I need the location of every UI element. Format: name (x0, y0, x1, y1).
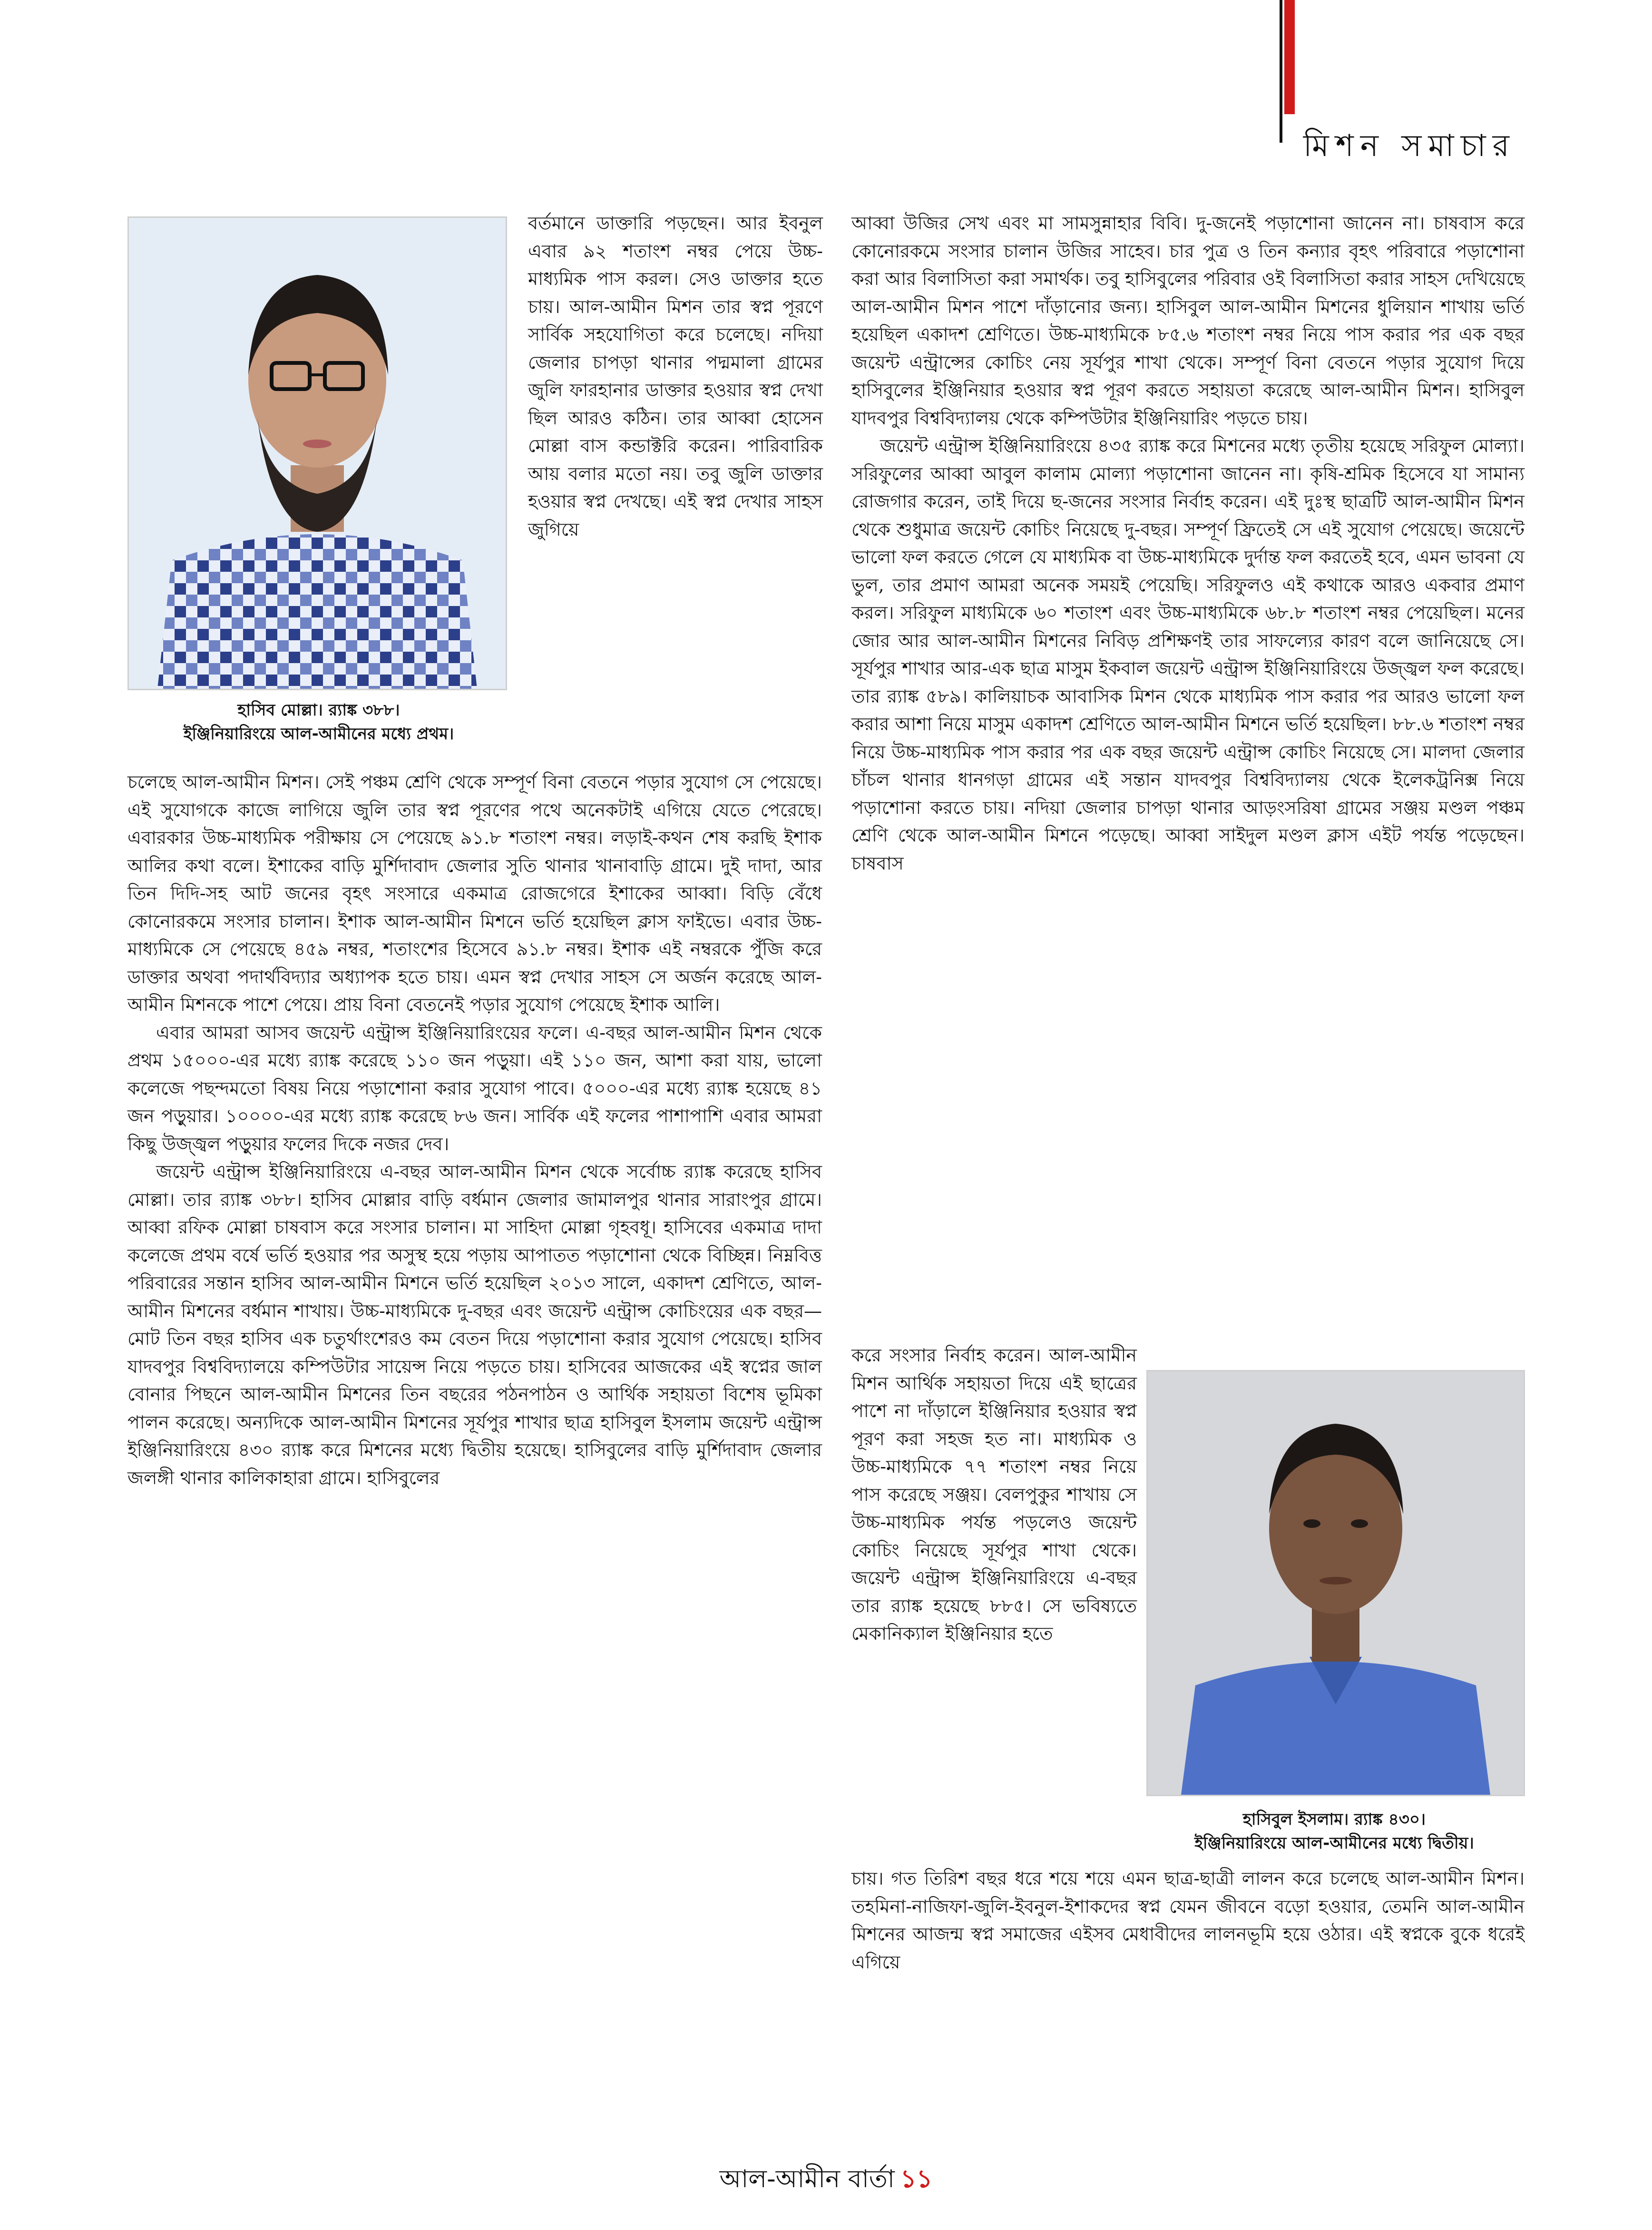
page-number: ১১ (900, 2165, 933, 2193)
paragraph: আব্বা উজির সেখ এবং মা সামসুন্নাহার বিবি। দু-জনেই পড়াশোনা জানেন না। চাষবাস করে কোনোরকমে সংসার চালান উজির সাহেব। চার পুত্র ও তিন কন্যার বৃহৎ পরিবারে পড়াশোনা করা আর বিলাসিতা করা সমার্থক। তবু হাসিবুলের পরিবার ওই বিলাসিতা করার সাহস দেখিয়েছে আল-আমীন মিশন পাশে দাঁড়ানোর জন্য। হাসিবুল আল-আমীন মিশনের ধুলিয়ান শাখায় ভর্তি হয়েছিল একাদশ শ্রেণিতে। উচ্চ-মাধ্যমিকে ৮৫.৬ শতাংশ নম্বর নিয়ে পাস করার পর এক বছর জয়েন্ট এন্ট্রান্সের কোচিং নেয় সূর্যপুর শাখা থেকে। সম্পূর্ণ বিনা বেতনে পড়ার সুযোগ দিয়ে হাসিবুলের ইঞ্জিনিয়ার হওয়ার স্বপ্ন পূরণ করতে সহায়তা করেছে আল-আমীন মিশন। হাসিবুল যাদবপুর বিশ্ববিদ্যালয় থেকে কম্পিউটার ইঞ্জিনিয়ারিং পড়তে চায়। (851, 213, 1525, 429)
paragraph: জয়েন্ট এন্ট্রান্স ইঞ্জিনিয়ারিংয়ে এ-বছর আল-আমীন মিশন থেকে সর্বোচ্চ র‍্যাঙ্ক করেছে হাসিব মোল্লা। তার র‍্যাঙ্ক ৩৮৮। হাসিব মোল্লার বাড়ি বর্ধমান জেলার জামালপুর থানার সারাংপুর গ্রামে। আব্বা রফিক মোল্লা চাষবাস করে সংসার চালান। মা সাহিদা মোল্লা গৃহবধূ। হাসিবের একমাত্র দাদা কলেজে প্রথম বর্ষে ভর্তি হওয়ার পর অসুস্থ হয়ে পড়ায় আপাতত পড়াশোনা থেকে বিচ্ছিন্ন। নিম্নবিত্ত পরিবারের সন্তান হাসিব আল-আমীন মিশনে ভর্তি হয়েছিল ২০১৩ সালে, একাদশ শ্রেণিতে, আল-আমীন মিশনের বর্ধমান শাখায়। উচ্চ-মাধ্যমিকে দু-বছর এবং জয়েন্ট এন্ট্রান্স কোচিংয়ের এক বছর— মোট তিন বছর হাসিব এক চতুর্থাংশেরও কম বেতন দিয়ে পড়াশোনা করার সুযোগ পেয়েছে। হাসিব যাদবপুর বিশ্ববিদ্যালয়ে কম্পিউটার সায়েন্স নিয়ে পড়তে চায়। হাসিবের আজকের এই স্বপ্নের জাল বোনার পিছনে আল-আমীন মিশনের তিন বছরের পঠনপাঠন ও আর্থিক সহায়তা বিশেষ ভূমিকা পালন করেছে। অন্যদিকে আল-আমীন মিশনের সূর্যপুর শাখার ছাত্র হাসিবুল ইসলাম জয়েন্ট এন্ট্রান্স ইঞ্জিনিয়ারিংয়ে ৪৩০ র‍্যাঙ্ক করে মিশনের মধ্যে দ্বিতীয় হয়েছে। হাসিবুলের বাড়ি মুর্শিদাবাদ জেলার জলঙ্গী থানার কালিকাহারা গ্রামে। হাসিবুলের (127, 1161, 822, 1488)
article-column-1-top (528, 209, 823, 543)
paragraph: এবার আমরা আসব জয়েন্ট এন্ট্রান্স ইঞ্জিনিয়ারিংয়ের ফলে। এ-বছর আল-আমীন মিশন থেকে প্রথম ১৫০০০-এর মধ্যে র‍্যাঙ্ক করেছে ১১০ জন পড়ুয়া। এই ১১০ জন, আশা করা যায়, ভালো কলেজে পছন্দমতো বিষয় নিয়ে পড়াশোনা করার সুযোগ পাবে। ৫০০০-এর মধ্যে র‍্যাঙ্ক হয়েছে ৪১ জন পড়ুয়ার। ১০০০০-এর মধ্যে র‍্যাঙ্ক করেছে ৮৬ জন। সার্বিক এই ফলের পাশাপাশি এবার আমরা কিছু উজ্জ্বল পড়ুয়ার ফলের দিকে নজর দেব। (127, 1022, 822, 1154)
article-column-2-beside-photo (851, 1341, 1137, 1648)
header-rule-black (1280, 0, 1282, 143)
page-footer (0, 2160, 1652, 2201)
header-rule-red (1284, 0, 1295, 114)
article-column-2-bottom (851, 1865, 1525, 1976)
caption-line: ইঞ্জিনিয়ারিংয়ে আল-আমীনের মধ্যে প্রথম। (183, 724, 454, 743)
section-title: মিশন সমাচার (1303, 128, 1516, 164)
portrait-illustration (1148, 1371, 1524, 1795)
photo-hasib-molla (127, 216, 507, 690)
paragraph: চলেছে আল-আমীন মিশন। সেই পঞ্চম শ্রেণি থেকে সম্পূর্ণ বিনা বেতনে পড়ার সুযোগ সে পেয়েছে। এই সুযোগকে কাজে লাগিয়ে জুলি তার স্বপ্ন পূরণের পথে অনেকটাই এগিয়ে যেতে পেরেছে। এবারকার উচ্চ-মাধ্যমিক পরীক্ষায় সে পেয়েছে ৯১.৮ শতাংশ নম্বর। লড়াই-কথন শেষ করছি ইশাক আলির কথা বলে। ইশাকের বাড়ি মুর্শিদাবাদ জেলার সুতি থানার খানাবাড়ি গ্রামে। দুই দাদা, আর তিন দিদি-সহ আট জনের বৃহৎ সংসারে একমাত্র রোজগেরে ইশাকের আব্বা। বিড়ি বেঁধে কোনোরকমে সংসার চালান। ইশাক আল-আমীন মিশনে ভর্তি হয়েছিল ক্লাস ফাইভে। এবার উচ্চ-মাধ্যমিকে সে পেয়েছে ৪৫৯ নম্বর, শতাংশের হিসেবে ৯১.৮ নম্বর। ইশাক এই নম্বরকে পুঁজি করে ডাক্তার অথবা পদার্থবিদ্যার অধ্যাপক হতে চায়। এমন স্বপ্ন দেখার সাহস সে অর্জন করেছে আল-আমীন মিশনকে পাশে পেয়ে। প্রায় বিনা বেতনেই পড়ার সুযোগ পেয়েছে ইশাক আলি। (127, 772, 822, 1015)
paragraph: বর্তমানে ডাক্তারি পড়ছেন। আর ইবনুল এবার ৯২ শতাংশ নম্বর পেয়ে উচ্চ-মাধ্যমিক পাস করল। সেও ডাক্তার হতে চায়। আল-আমীন মিশন তার স্বপ্ন পূরণে সার্বিক সহযোগিতা করে চলেছে। নদিয়া জেলার চাপড়া থানার পদ্মমালা গ্রামের জুলি ফারহানার ডাক্তার হওয়ার স্বপ্ন দেখা ছিল আরও কঠিন। তার আব্বা হোসেন মোল্লা বাস কন্ডাক্টরি করেন। পারিবারিক আয় বলার মতো নয়। তবু জুলি ডাক্তার হওয়ার স্বপ্ন দেখছে। এই স্বপ্ন দেখার সাহস জুগিয়ে (528, 213, 823, 540)
paragraph: জয়েন্ট এন্ট্রান্স ইঞ্জিনিয়ারিংয়ে ৪৩৫ র‍্যাঙ্ক করে মিশনের মধ্যে তৃতীয় হয়েছে সরিফুল মোল্যা। সরিফুলের আব্বা আবুল কালাম মোল্যা পড়াশোনা জানেন না। কৃষি-শ্রমিক হিসেবে যা সামান্য রোজগার করেন, তাই দিয়ে ছ-জনের সংসার নির্বাহ করেন। এই দুঃস্থ ছাত্রটি আল-আমীন মিশন থেকে শুধুমাত্র জয়েন্ট কোচিং নিয়েছে দু-বছর। সম্পূর্ণ ফ্রিতেই সে এই সুযোগ পেয়েছে। জয়েন্টে ভালো ফল করতে গেলে যে মাধ্যমিক বা উচ্চ-মাধ্যমিকে দুর্দান্ত ফল করতেই হবে, এমন ভাবনা যে ভুল, তার প্রমাণ আমরা অনেক সময়ই পেয়েছি। সরিফুলও এই কথাকে আরও একবার প্রমাণ করল। সরিফুল মাধ্যমিকে ৬০ শতাংশ এবং উচ্চ-মাধ্যমিকে ৬৮.৮ শতাংশ নম্বর পেয়েছিল। মনের জোর আর আল-আমীন মিশনের নিবিড় প্রশিক্ষণই তার সাফল্যের কারণ বলে জানিয়েছে সে। সূর্যপুর শাখার আর-এক ছাত্র মাসুম ইকবাল জয়েন্ট এন্ট্রান্স ইঞ্জিনিয়ারিংয়ে উজ্জ্বল ফল করেছে। তার র‍্যাঙ্ক ৫৮৯। কালিয়াচক আবাসিক মিশন থেকে মাধ্যমিক পাস করার পর আরও ভালো ফল করার আশা নিয়ে মাসুম একাদশ শ্রেণিতে আল-আমীন মিশনে ভর্তি হয়েছিল। ৮৮.৬ শতাংশ নম্বর নিয়ে উচ্চ-মাধ্যমিক পাস করার পর এক বছর জয়েন্ট এন্ট্রান্স কোচিং নিয়েছে সে। মালদা জেলার চাঁচল থানার ধানগড়া গ্রামের এই সন্তান যাদবপুর বিশ্ববিদ্যালয় থেকে ইলেকট্রনিক্স নিয়ে পড়াশোনা করতে চায়। নদিয়া জেলার চাপড়া থানার আড়ংসরিষা গ্রামের সঞ্জয় মণ্ডল পঞ্চম শ্রেণি থেকে আল-আমীন মিশনে পড়েছে। আব্বা সাইদুল মণ্ডল ক্লাস এইট পর্যন্ত পড়েছেন। চাষবাস (851, 435, 1525, 874)
publication-name: আল-আমীন বার্তা (719, 2165, 895, 2193)
photo-caption (109, 698, 528, 746)
photo-caption (1113, 1808, 1555, 1855)
caption-line: হাসিব মোল্লা। র‍্যাঙ্ক ৩৮৮। (237, 701, 400, 720)
photo-hasibul-islam (1146, 1370, 1525, 1796)
caption-line: হাসিবুল ইসলাম। র‍্যাঙ্ক ৪৩০। (1242, 1810, 1426, 1829)
article-column-2 (851, 209, 1525, 877)
article-column-1 (127, 768, 822, 1492)
portrait-illustration (129, 218, 506, 689)
caption-line: ইঞ্জিনিয়ারিংয়ে আল-আমীনের মধ্যে দ্বিতীয়। (1194, 1834, 1474, 1853)
paragraph: চায়। গত তিরিশ বছর ধরে শয়ে শয়ে এমন ছাত্র-ছাত্রী লালন করে চলেছে আল-আমীন মিশন। তহমিনা-নাজিফা-জুলি-ইবনুল-ইশাকদের স্বপ্ন যেমন জীবনে বড়ো হওয়ার, তেমনি আল-আমীন মিশনের আজন্ম স্বপ্ন সমাজের এইসব মেধাবীদের লালনভূমি হয়ে ওঠার। এই স্বপ্নকে বুকে ধরেই এগিয়ে (851, 1868, 1525, 1973)
paragraph: করে সংসার নির্বাহ করেন। আল-আমীন মিশন আর্থিক সহায়তা দিয়ে এই ছাত্রের পাশে না দাঁড়ালে ইঞ্জিনিয়ার হওয়ার স্বপ্ন পূরণ করা সহজ হত না। মাধ্যমিক ও উচ্চ-মাধ্যমিকে ৭৭ শতাংশ নম্বর নিয়ে পাস করেছে সঞ্জয়। বেলপুকুর শাখায় সে উচ্চ-মাধ্যমিক পর্যন্ত পড়লেও জয়েন্ট কোচিং নিয়েছে সূর্যপুর শাখা থেকে। জয়েন্ট এন্ট্রান্স ইঞ্জিনিয়ারিংয়ে এ-বছর তার র‍্যাঙ্ক হয়েছে ৮৮৫। সে ভবিষ্যতে মেকানিক্যাল ইঞ্জিনিয়ার হতে (851, 1345, 1137, 1644)
